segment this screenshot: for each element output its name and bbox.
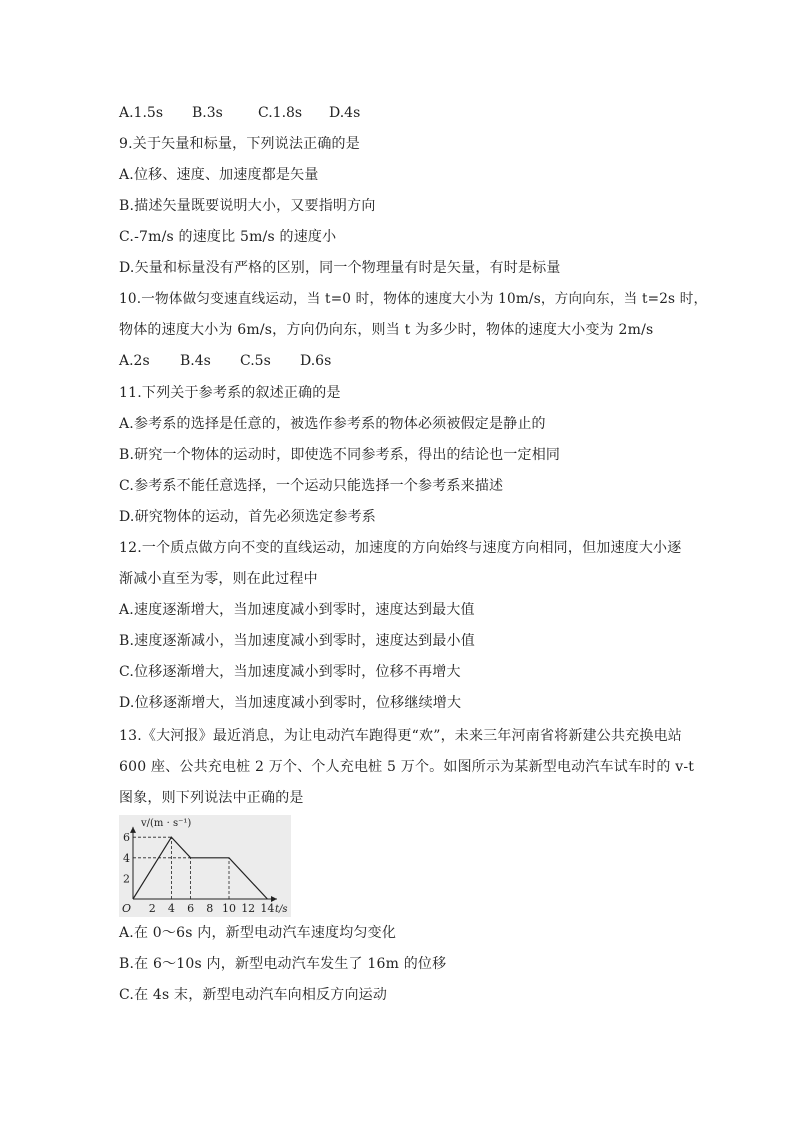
q13-stem-line3: 图象，则下列说法中正确的是 [119, 790, 304, 806]
y-axis-label: v/(m · s⁻¹) [141, 818, 192, 829]
x-tick-label: 4 [167, 902, 175, 915]
q13-option-b: B.在 6～10s 内，新型电动汽车发生了 16m 的位移 [119, 956, 447, 972]
q12-option-b: B.速度逐渐减小，当加速度减小到零时，速度达到最小值 [119, 633, 475, 649]
q13-stem-line2: 600 座、公共充电桩 2 万个、个人充电桩 5 万个。如图所示为某新型电动汽车试车时的 v-t [119, 759, 695, 775]
q10-option-c: C.5s [240, 353, 271, 369]
vt-graph [119, 815, 291, 917]
x-tick-label: 12 [241, 902, 256, 915]
q11-stem: 11.下列关于参考系的叙述正确的是 [119, 385, 341, 401]
q8-option-b: B.3s [192, 105, 223, 121]
x-tick-label: 2 [148, 902, 156, 915]
q12-option-c: C.位移逐渐增大，当加速度减小到零时，位移不再增大 [119, 664, 461, 680]
y-axis-arrow [130, 827, 136, 833]
q8-option-c: C.1.8s [258, 105, 303, 121]
q12-option-d: D.位移逐渐增大，当加速度减小到零时，位移继续增大 [119, 695, 462, 711]
q12-stem-line1: 12.一个质点做方向不变的直线运动，加速度的方向始终与速度方向相同，但加速度大小逐 [119, 540, 682, 556]
q9-option-d: D.矢量和标量没有严格的区别，同一个物理量有时是矢量，有时是标量 [119, 260, 561, 276]
origin-label: O [122, 902, 132, 915]
q13-option-c: C.在 4s 末，新型电动汽车向相反方向运动 [119, 987, 388, 1003]
q11-option-b: B.研究一个物体的运动时，即使选不同参考系，得出的结论也一定相同 [119, 447, 561, 463]
q9-option-b: B.描述矢量既要说明大小，又要指明方向 [119, 198, 376, 214]
x-axis-label: t/s [275, 904, 288, 915]
q10-option-a: A.2s [119, 353, 150, 369]
q9-option-c: C.-7m/s 的速度比 5m/s 的速度小 [119, 229, 337, 245]
y-tick-label: 4 [123, 851, 130, 865]
q13-option-a: A.在 0～6s 内，新型电动汽车速度均匀变化 [119, 925, 397, 941]
q10-option-b: B.4s [180, 353, 211, 369]
q10-option-d: D.6s [300, 353, 332, 369]
y-tick-label: 6 [123, 831, 130, 845]
q11-option-d: D.研究物体的运动，首先必须选定参考系 [119, 509, 376, 525]
vt-graph-svg [119, 815, 291, 917]
x-tick-label: 8 [206, 902, 214, 915]
x-tick-label: 14 [260, 902, 275, 915]
x-tick-label: 10 [222, 902, 236, 915]
q12-stem-line2: 渐减小直至为零，则在此过程中 [119, 571, 318, 587]
q10-stem-line1: 10.一物体做匀变速直线运动，当 t=0 时，物体的速度大小为 10m/s，方向向东，当 t=2s 时， [119, 291, 708, 307]
y-tick-label: 2 [123, 872, 130, 886]
q11-option-a: A.参考系的选择是任意的，被选作参考系的物体必须被假定是静止的 [119, 416, 546, 432]
q10-stem-line2: 物体的速度大小为 6m/s，方向仍向东，则当 t 为多少时，物体的速度大小变为 2m/s [119, 322, 654, 338]
q9-option-a: A.位移、速度、加速度都是矢量 [119, 167, 319, 183]
x-tick-label: 6 [187, 902, 195, 915]
q8-option-a: A.1.5s [119, 105, 164, 121]
q8-options [119, 103, 360, 123]
q11-option-c: C.参考系不能任意选择，一个运动只能选择一个参考系来描述 [119, 478, 504, 494]
q9-stem: 9.关于矢量和标量，下列说法正确的是 [119, 136, 360, 152]
velocity-series-line [133, 837, 267, 899]
q13-stem-line1: 13.《大河报》最近消息，为让电动汽车跑得更“欢”，未来三年河南省将新建公共充换电站 [119, 728, 682, 744]
q8-option-d: D.4s [329, 105, 361, 121]
q10-options [119, 351, 331, 371]
q12-option-a: A.速度逐渐增大，当加速度减小到零时，速度达到最大值 [119, 602, 475, 618]
